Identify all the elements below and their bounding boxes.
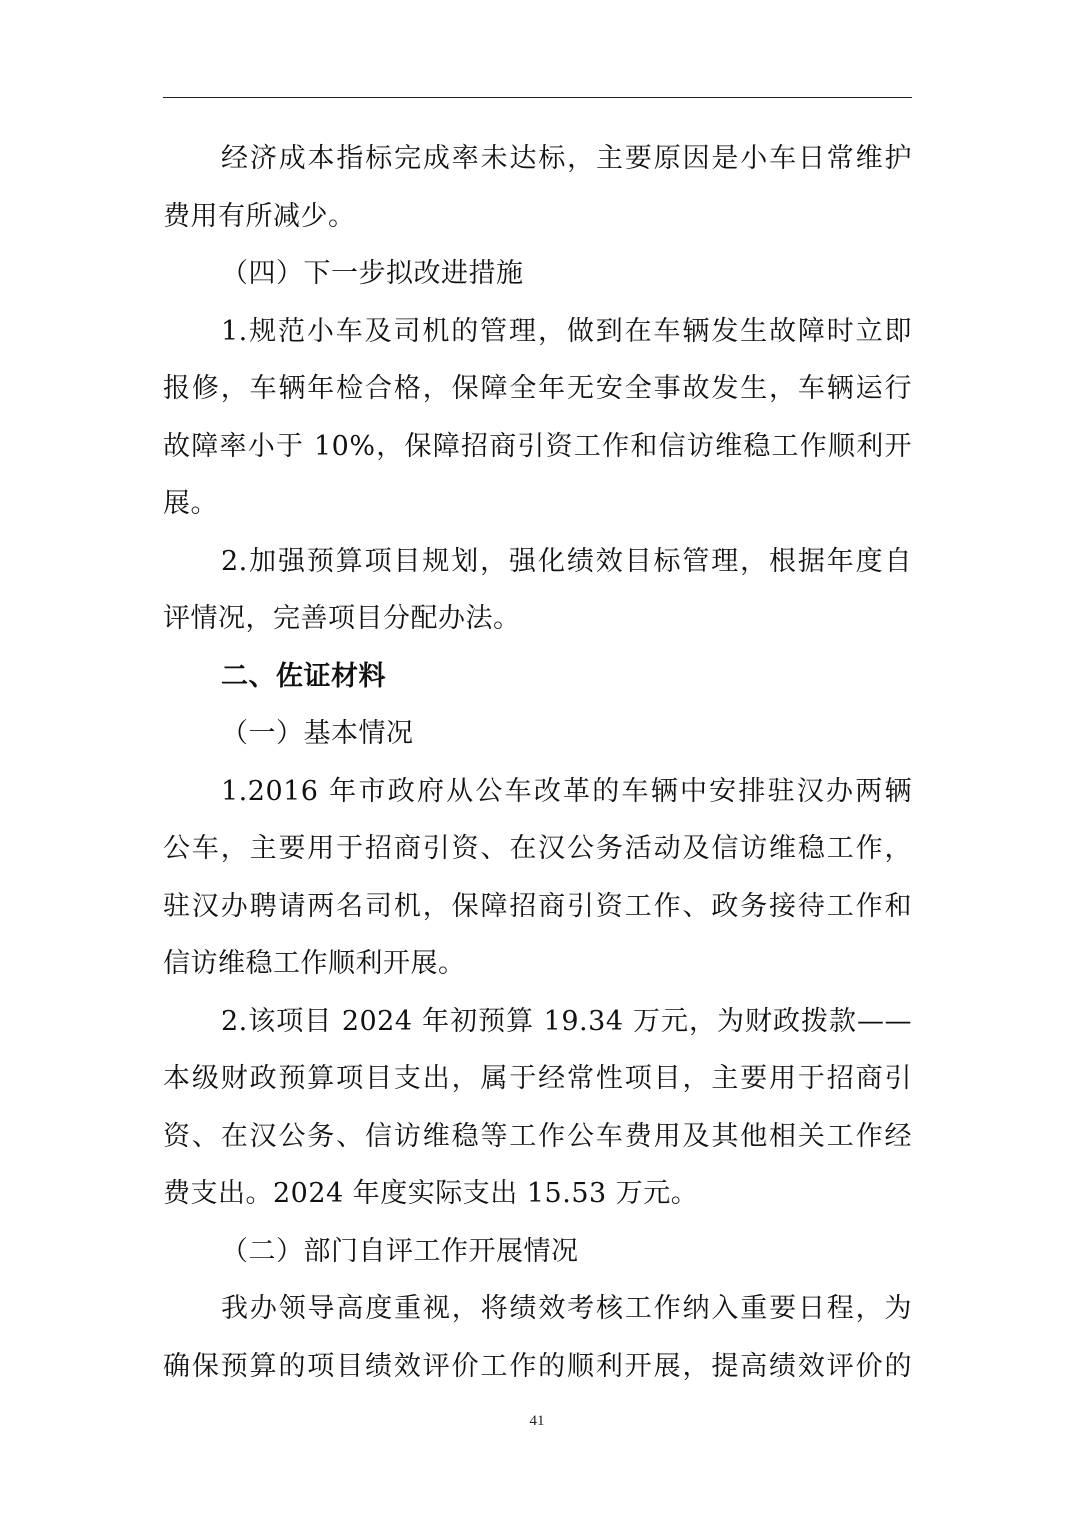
paragraph-line: 费支出。2024 年度实际支出 15.53 万元。 [163,1178,699,1209]
paragraph-line: 1.规范小车及司机的管理，做到在车辆发生故障时立即 [221,315,912,347]
paragraph-line: 1.2016 年市政府从公车改革的车辆中安排驻汉办两辆 [221,775,912,807]
paragraph-line: 报修，车辆年检合格，保障全年无安全事故发生，车辆运行 [163,373,912,404]
paragraph-line: 资、在汉公务、信访维稳等工作公车费用及其他相关工作经 [163,1120,912,1152]
paragraph-line: 公车，主要用于招商引资、在汉公务活动及信访维稳工作， [163,833,912,864]
paragraph-line: 展。 [163,488,218,519]
paragraph-line: 经济成本指标完成率未达标，主要原因是小车日常维护 [221,143,912,174]
paragraph-line: 确保预算的项目绩效评价工作的顺利开展，提高绩效评价的 [163,1350,912,1382]
section-subheading: （四）下一步拟改进措施 [221,258,524,289]
paragraph-line: 费用有所减少。 [163,200,356,232]
section-subheading: （二）部门自评工作开展情况 [221,1235,579,1267]
paragraph-line: 2.该项目 2024 年初预算 19.34 万元，为财政拨款—— [221,1005,912,1037]
paragraph-line: 本级财政预算项目支出，属于经常性项目，主要用于招商引 [163,1063,912,1094]
document-body [163,130,912,1395]
section-subheading: （一）基本情况 [221,718,414,749]
paragraph-line: 故障率小于 10%，保障招商引资工作和信访维稳工作顺利开 [163,430,912,462]
paragraph-line: 信访维稳工作顺利开展。 [163,948,466,979]
header-rule [163,97,912,98]
section-heading: 二、佐证材料 [221,660,386,692]
paragraph-line: 驻汉办聘请两名司机，保障招商引资工作、政务接待工作和 [163,890,912,922]
paragraph-line: 2.加强预算项目规划，强化绩效目标管理，根据年度自 [221,545,912,577]
paragraph-line: 评情况，完善项目分配办法。 [163,603,521,634]
paragraph-line: 我办领导高度重视，将绩效考核工作纳入重要日程，为 [221,1293,912,1324]
page-number: 41 [529,1413,545,1429]
